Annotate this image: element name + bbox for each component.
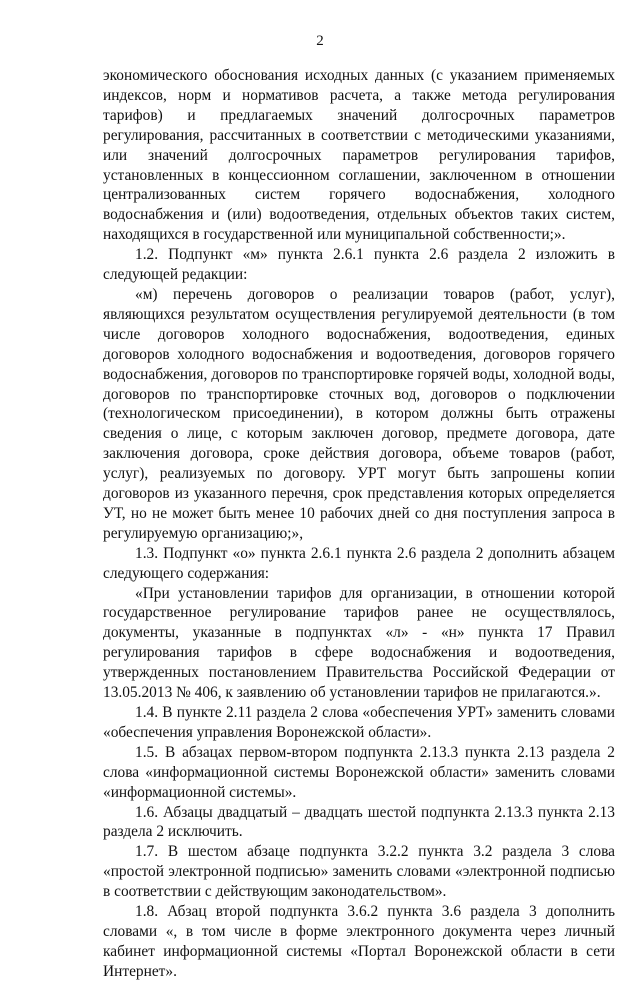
page-number: 2 [316,33,324,49]
document-body [103,66,615,982]
paragraph-item-1-3-quote: «При установлении тарифов для организации, в отношении которой государственное регулирование тарифов ранее не осуществлялось, документы, указанные в подпунктах «л» - «н» пункта 17 Правил регулирования тарифов в сфере водоснабжения и водоотведения, утвержденных постановлением Правительства Российской Федерации от 13.05.2013 № 406, к заявлению об установлении тарифов не прилагаются.». [103,584,615,702]
paragraph-item-1-5: 1.5. В абзацах первом-втором подпункта 2.13.3 пункта 2.13 раздела 2 слова «информационной системы Воронежской области» заменить словами «информационной системы». [103,743,615,801]
paragraph-item-1-2: 1.2. Подпункт «м» пункта 2.6.1 пункта 2.6 раздела 2 изложить в следующей редакции: [103,246,615,284]
paragraph-item-1-6: 1.6. Абзацы двадцатый – двадцать шестой подпункта 2.13.3 пункта 2.13 раздела 2 исключить. [103,803,615,841]
paragraph-continuation: экономического обоснования исходных данных (с указанием применяемых индексов, норм и нормативов расчета, а также метода регулирования тарифов) и предлагаемых значений долгосрочных параметров регулирования, рассчитанных в соответствии с методическими указаниями, или значений долгосрочных параметров регулирования тарифов, установленных в концессионном соглашении, заключенном в отношении централизованных систем горячего водоснабжения, холодного водоснабжения и (или) водоотведения, отдельных объектов таких систем, находящихся в государственной или муниципальной собственности;». [103,67,615,244]
paragraph-item-1-7: 1.7. В шестом абзаце подпункта 3.2.2 пункта 3.2 раздела 3 слова «простой электронной подписью» заменить словами «электронной подписью в соответствии с действующим законодательством». [103,843,615,901]
paragraph-item-1-8: 1.8. Абзац второй подпункта 3.6.2 пункта 3.6 раздела 3 дополнить словами «, в том числе в форме электронного документа через личный кабинет информационной системы «Портал Воронежской области в сети Интернет». [103,903,615,980]
paragraph-item-1-4: 1.4. В пункте 2.11 раздела 2 слова «обеспечения УРТ» заменить словами «обеспечения управления Воронежской области». [103,704,615,741]
paragraph-item-1-2-quote: «м) перечень договоров о реализации товаров (работ, услуг), являющихся результатом осуществления регулируемой деятельности (в том числе договоров холодного водоснабжения, водоотведения, единых договоров холодного водоснабжения и водоотведения, договоров горячего водоснабжения, договоров по транспортировке горячей воды, холодной воды, договоров по транспортировке сточных вод, договоров о подключении (технологическом присоединении), в котором должны быть отражены сведения о лице, с которым заключен договор, предмете договора, дате заключения договора, сроке действия договора, объеме товаров (работ, услуг), реализуемых по договору. УРТ могут быть запрошены копии договоров из указанного перечня, срок представления которых определяется УТ, но не может быть менее 10 рабочих дней со дня поступления запроса в регулируемую организацию;», [103,285,615,542]
paragraph-item-1-3: 1.3. Подпункт «о» пункта 2.6.1 пункта 2.6 раздела 2 дополнить абзацем следующего содержания: [103,544,615,582]
